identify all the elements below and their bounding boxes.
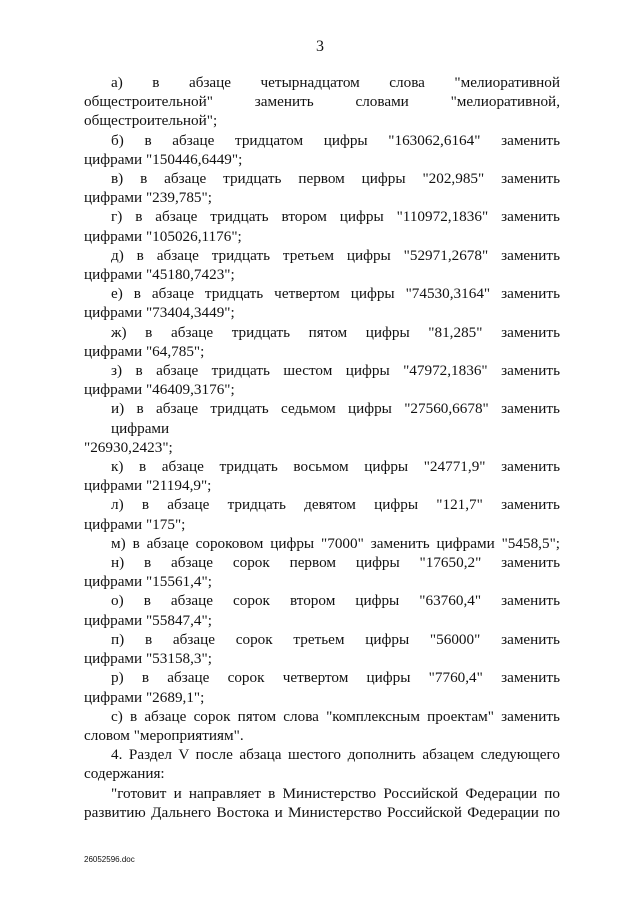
text-line: ж) в абзаце тридцать пятом цифры "81,285" заменить [111,323,560,341]
text-line: цифрами "239,785"; [84,189,212,207]
text-line: цифрами "15561,4"; [84,573,212,591]
paragraph [84,630,560,668]
text-line: цифрами "73404,3449"; [84,304,235,322]
text-line: с) в абзаце сорок пятом слова "комплексным проектам" заменить [111,707,560,725]
paragraph [84,457,560,495]
paragraph [84,591,560,629]
text-line: л) в абзаце тридцать девятом цифры "121,7" заменить [111,496,560,514]
text-line: и) в абзаце тридцать седьмом цифры "27560,6678" заменить цифрами [111,400,560,437]
text-line: содержания: [84,765,165,783]
paragraph [84,745,560,783]
text-line: цифрами "105026,1176"; [84,227,242,245]
text-line: цифрами "53158,3"; [84,650,212,668]
text-line: цифрами "175"; [84,515,186,533]
text-line: цифрами "21194,9"; [84,477,212,495]
footer-filename: 26052596.doc [84,855,135,864]
text-line: цифрами "64,785"; [84,342,205,360]
text-line: цифрами "150446,6449"; [84,150,243,168]
text-line: п) в абзаце сорок третьем цифры "56000" заменить [111,630,560,648]
text-line: цифрами "45180,7423"; [84,266,235,284]
text-line: з) в абзаце тридцать шестом цифры "47972,1836" заменить [111,362,560,380]
paragraph [84,553,560,591]
paragraph [84,495,560,533]
text-line: цифрами "2689,1"; [84,688,205,706]
page-number: 3 [316,38,324,55]
text-line: н) в абзаце сорок первом цифры "17650,2" заменить [111,554,560,572]
paragraph [84,284,560,322]
paragraph [84,131,560,169]
paragraph [84,246,560,284]
text-line: е) в абзаце тридцать четвертом цифры "74530,3164" заменить [111,285,560,303]
text-line: а) в абзаце четырнадцатом слова "мелиоративной [111,74,560,91]
paragraph [84,399,560,457]
text-line: г) в абзаце тридцать втором цифры "110972,1836" заменить [111,208,560,226]
text-line: цифрами "46409,3176"; [84,381,235,399]
paragraph [84,73,560,131]
text-line: м) в абзаце сороковом цифры "7000" заменить цифрами "5458,5"; [111,534,560,552]
text-line: р) в абзаце сорок четвертом цифры "7760,4" заменить [111,669,560,687]
text-line: цифрами "55847,4"; [84,611,212,629]
text-line: 4. Раздел V после абзаца шестого дополнить абзацем следующего [111,746,560,764]
text-line: словом "мероприятиям". [84,726,244,744]
paragraph [84,169,560,207]
paragraph [84,707,560,745]
paragraph [84,534,560,553]
document-body [84,73,560,822]
text-line: "готовит и направляет в Министерство Российской Федерации по [111,784,560,802]
text-line: б) в абзаце тридцатом цифры "163062,6164" заменить [111,131,560,149]
text-line: общестроительной"; [84,112,218,130]
text-line: д) в абзаце тридцать третьем цифры "52971,2678" заменить [111,246,560,264]
paragraph [84,207,560,245]
text-line: "26930,2423"; [84,438,173,456]
text-line: о) в абзаце сорок втором цифры "63760,4" заменить [111,592,560,610]
paragraph [84,668,560,706]
paragraph [84,361,560,399]
text-line: к) в абзаце тридцать восьмом цифры "24771,9" заменить [111,458,560,476]
text-line: развитию Дальнего Востока и Министерство Российской Федерации по [84,803,560,821]
paragraph [84,784,560,822]
text-line: общестроительной" заменить словами "мелиоративной, [84,93,560,111]
paragraph [84,323,560,361]
text-line: в) в абзаце тридцать первом цифры "202,985" заменить [111,170,560,188]
